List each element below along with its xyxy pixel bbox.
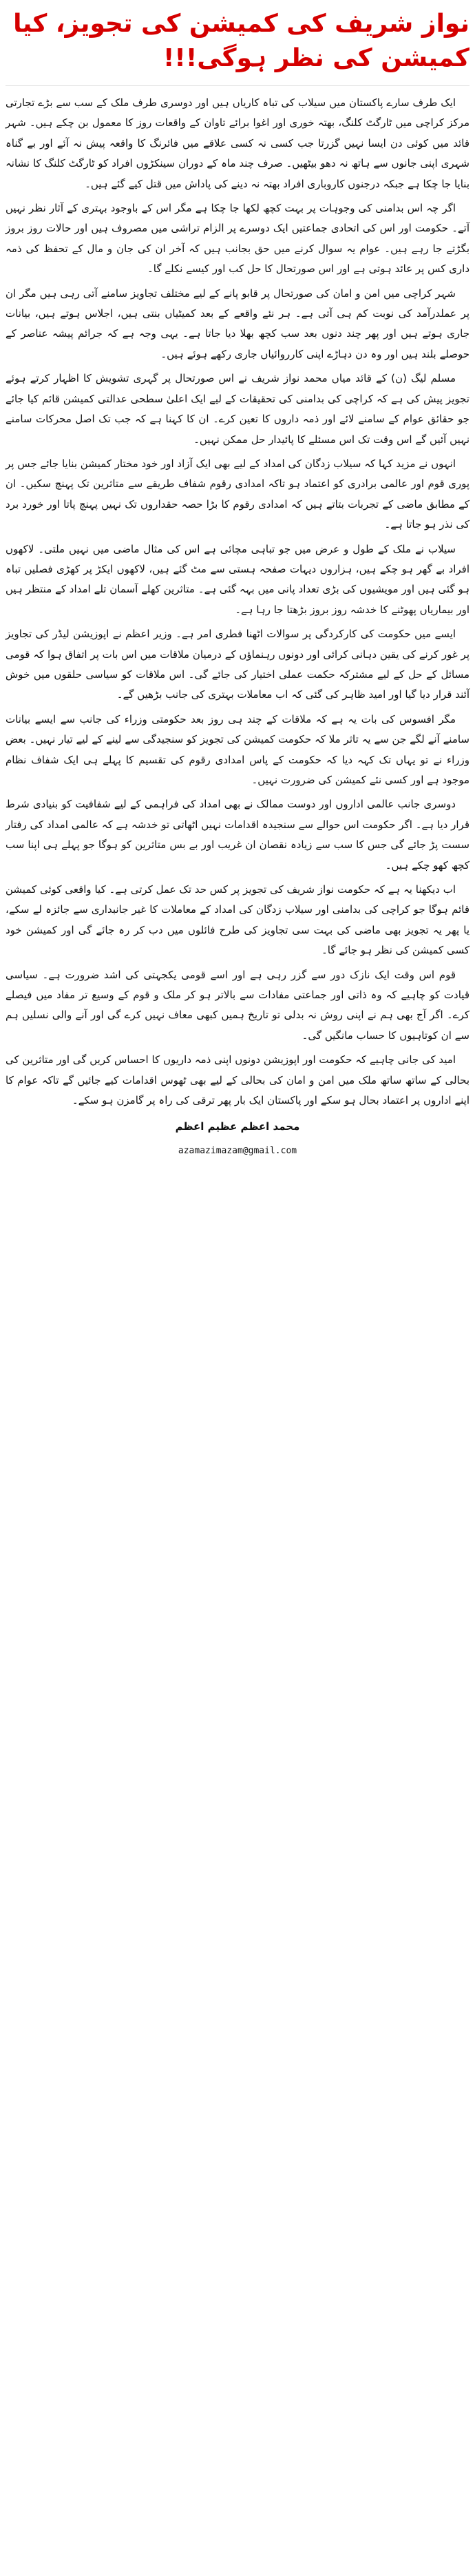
paragraph: ایک طرف سارے پاکستان میں سیلاب کی تباہ کاریاں ہیں اور دوسری طرف ملک کے سب سے بڑے تجارتی مرکز کراچی میں ٹارگٹ کلنگ، بھتہ خوری اور اغوا برائے تاوان کے واقعات روز کا معمول بن چکے ہیں۔ شہر قائد میں کوئی دن ایسا نہیں گزرتا جب کسی نہ کسی علاقے میں فائرنگ کا واقعہ پیش نہ آئے اور بے گناہ شہری اپنی جانوں سے ہاتھ نہ دھو بیٹھیں۔ صرف چند ماہ کے دوران سینکڑوں افراد کو ٹارگٹ کلنگ کا نشانہ بنایا جا چکا ہے جبکہ درجنوں کاروباری افراد بھتہ نہ دینے کی پاداش میں قتل کیے گئے ہیں۔ [6, 96, 469, 190]
paragraph: اگر چہ اس بدامنی کی وجوہات پر بہت کچھ لکھا جا چکا ہے مگر اس کے باوجود بہتری کے آثار نظر نہیں آتے۔ حکومت اور اس کی اتحادی جماعتیں ایک دوسرے پر الزام تراشی میں مصروف ہیں اور حالات روز بروز بگڑتے جا رہے ہیں۔ عوام یہ سوال کرنے میں حق بجانب ہیں کہ آخر ان کی جان و مال کے تحفظ کی ذمہ داری کس پر عائد ہوتی ہے اور اس صورتحال کا حل کب اور کیسے نکلے گا۔ [6, 202, 469, 276]
paragraph: ایسے میں حکومت کی کارکردگی پر سوالات اٹھنا فطری امر ہے۔ وزیر اعظم نے اپوزیشن لیڈر کی تجاویز پر غور کرنے کی یقین دہانی کرائی اور دونوں رہنماؤں کے درمیان ملاقات میں اس بات پر اتفاق ہوا کہ قومی مسائل کے حل کے لیے مشترکہ حکمت عملی اختیار کی جائے گی۔ اس ملاقات کو سیاسی حلقوں میں خوش آئند قرار دیا گیا اور امید ظاہر کی گئی کہ اب معاملات بہتری کی جانب بڑھیں گے۔ [6, 628, 469, 701]
article-body [6, 85, 469, 1161]
paragraph: شہر کراچی میں امن و امان کی صورتحال پر قابو پانے کے لیے مختلف تجاویز سامنے آتی رہی ہیں مگر ان پر عملدرآمد کی نوبت کم ہی آتی ہے۔ ہر نئے واقعے کے بعد کمیٹیاں بنتی ہیں، اجلاس ہوتے ہیں، بیانات جاری ہوتے ہیں اور پھر چند دنوں بعد سب کچھ بھلا دیا جاتا ہے۔ یہی وجہ ہے کہ جرائم پیشہ عناصر کے حوصلے بلند ہیں اور وہ دن دہاڑے اپنی کارروائیاں جاری رکھے ہوئے ہیں۔ [6, 287, 469, 360]
paragraph: قوم اس وقت ایک نازک دور سے گزر رہی ہے اور اسے قومی یکجہتی کی اشد ضرورت ہے۔ سیاسی قیادت کو چاہیے کہ وہ ذاتی اور جماعتی مفادات سے بالاتر ہو کر ملک و قوم کے وسیع تر مفاد میں فیصلے کرے۔ اگر آج بھی ہم نے اپنی روش نہ بدلی تو تاریخ ہمیں کبھی معاف نہیں کرے گی اور آنے والی نسلیں ہم سے ان کوتاہیوں کا حساب مانگیں گی۔ [6, 968, 469, 1042]
author-email: azamazimazam@gmail.com [178, 1145, 297, 1156]
author-byline: محمد اعظم عظیم اعظم [175, 1120, 300, 1133]
paragraph: سیلاب نے ملک کے طول و عرض میں جو تباہی مچائی ہے اس کی مثال ماضی میں نہیں ملتی۔ لاکھوں افراد بے گھر ہو چکے ہیں، ہزاروں دیہات صفحہ ہستی سے مٹ گئے ہیں، لاکھوں ایکڑ پر کھڑی فصلیں تباہ ہو گئی ہیں اور مویشیوں کی بڑی تعداد پانی میں بہہ گئی ہے۔ متاثرین کھلے آسمان تلے امداد کے منتظر ہیں اور بیماریاں پھوٹنے کا خدشہ روز بروز بڑھتا جا رہا ہے۔ [6, 542, 469, 616]
paragraph: مسلم لیگ (ن) کے قائد میاں محمد نواز شریف نے اس صورتحال پر گہری تشویش کا اظہار کرتے ہوئے تجویز پیش کی ہے کہ کراچی کی بدامنی کی تحقیقات کے لیے ایک اعلیٰ سطحی عدالتی کمیشن قائم کیا جائے جو حقائق عوام کے سامنے لائے اور ذمہ داروں کا تعین کرے۔ ان کا کہنا ہے کہ جب تک اصل محرکات سامنے نہیں آئیں گے اس وقت تک اس مسئلے کا پائیدار حل ممکن نہیں۔ [6, 372, 469, 446]
paragraph: مگر افسوس کی بات یہ ہے کہ ملاقات کے چند ہی روز بعد حکومتی وزراء کی جانب سے ایسے بیانات سامنے آنے لگے جن سے یہ تاثر ملا کہ حکومت کمیشن کی تجویز کو سنجیدگی سے لینے کے لیے تیار نہیں۔ بعض وزراء نے تو یہاں تک کہہ دیا کہ حکومت کے پاس امدادی رقوم کی تقسیم کا پہلے ہی ایک شفاف نظام موجود ہے اور کسی نئے کمیشن کی ضرورت نہیں۔ [6, 712, 469, 786]
paragraph: امید کی جانی چاہیے کہ حکومت اور اپوزیشن دونوں اپنی ذمہ داریوں کا احساس کریں گی اور متاثرین کی بحالی کے ساتھ ساتھ ملک میں امن و امان کی بحالی کے لیے بھی ٹھوس اقدامات کیے جائیں گے تاکہ عوام کا اپنے اداروں پر اعتماد بحال ہو سکے اور پاکستان ایک بار پھر ترقی کی راہ پر گامزن ہو سکے۔ [6, 1053, 469, 1107]
paragraph: دوسری جانب عالمی اداروں اور دوست ممالک نے بھی امداد کی فراہمی کے لیے شفافیت کو بنیادی شرط قرار دیا ہے۔ اگر حکومت اس حوالے سے سنجیدہ اقدامات نہیں اٹھاتی تو خدشہ ہے کہ عالمی امداد کی رفتار سست پڑ جائے گی جس کا سب سے زیادہ نقصان ان غریب اور بے بس متاثرین کو ہوگا جو پہلے ہی اپنا سب کچھ کھو چکے ہیں۔ [6, 798, 469, 872]
paragraph: اب دیکھنا یہ ہے کہ حکومت نواز شریف کی تجویز پر کس حد تک عمل کرتی ہے۔ کیا واقعی کوئی کمیشن قائم ہوگا جو کراچی کی بدامنی اور سیلاب زدگان کی امداد کے معاملات کا غیر جانبداری سے جائزہ لے سکے، یا پھر یہ تجویز بھی ماضی کی بہت سی تجاویز کی طرح فائلوں میں دب کر رہ جائے گی اور کمیشن خود کسی کمیشن کی نظر ہو جائے گا۔ [6, 883, 469, 957]
paragraph: انہوں نے مزید کہا کہ سیلاب زدگان کی امداد کے لیے بھی ایک آزاد اور خود مختار کمیشن بنایا جائے جس پر پوری قوم اور عالمی برادری کو اعتماد ہو تاکہ امدادی رقوم شفاف طریقے سے متاثرین تک پہنچ سکیں۔ ان کے مطابق ماضی کے تجربات بتاتے ہیں کہ امدادی رقوم کا بڑا حصہ حقداروں تک نہیں پہنچ پاتا اور خورد برد کی نذر ہو جاتا ہے۔ [6, 457, 469, 531]
headline: نواز شریف کی کمیشن کی تجویز، کیا کمیشن کی نظر ہوگی!!! [13, 10, 469, 72]
